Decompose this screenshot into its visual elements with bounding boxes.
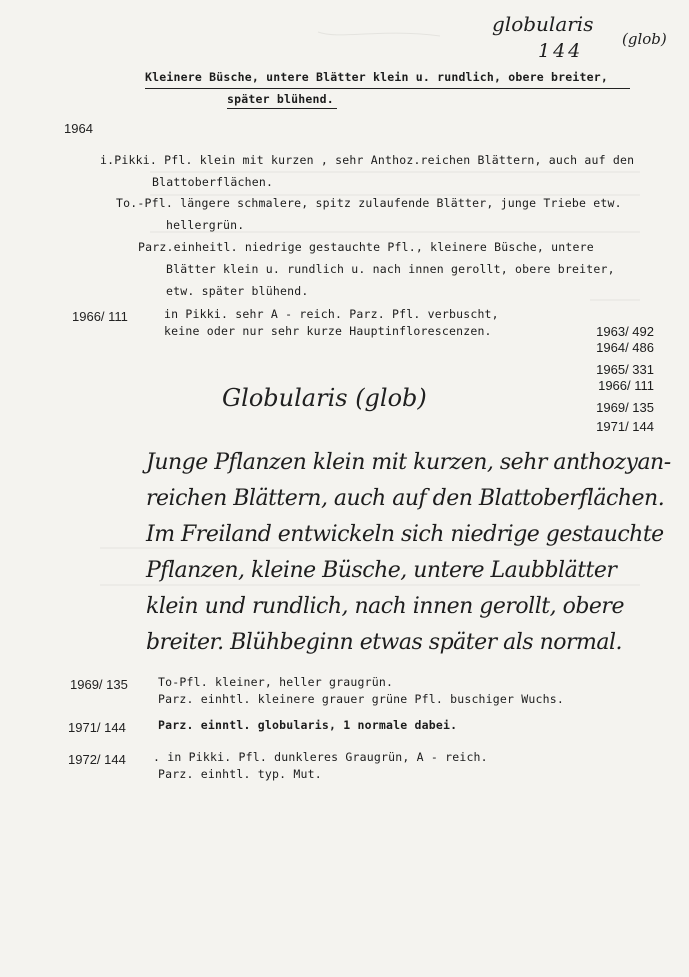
accession-item: 1969/ 135 bbox=[596, 400, 654, 415]
entry-1969-line-2: Parz. einhtl. kleinere grauer grüne Pfl. buschiger Wuchs. bbox=[158, 692, 565, 706]
heading-line-1: Kleinere Büsche, untere Blätter klein u. rundlich, obere breiter, bbox=[145, 70, 609, 84]
accession-item: 1965/ 331 bbox=[596, 362, 654, 377]
accession-item: 1971/ 144 bbox=[596, 419, 654, 434]
entry-1966-line-2: keine oder nur sehr kurze Hauptinflorescenzen. bbox=[164, 324, 492, 338]
accession-list bbox=[566, 323, 654, 436]
entry-1969-line-1: To-Pfl. kleiner, heller graugrün. bbox=[158, 675, 394, 689]
entry-1964-line-4: hellergrün. bbox=[166, 218, 245, 232]
entry-1964-line-5: Parz.einheitl. niedrige gestauchte Pfl., kleinere Büsche, untere bbox=[138, 240, 594, 254]
entry-1969-label: 1969/ 135 bbox=[70, 677, 128, 692]
heading-underline-2 bbox=[227, 108, 337, 109]
heading-line-2: später blühend. bbox=[227, 92, 334, 106]
species-hand-label: globularis bbox=[492, 12, 594, 36]
entry-1964-line-7: etw. später blühend. bbox=[166, 284, 309, 298]
species-hand-accession: 144 bbox=[538, 40, 584, 62]
entry-1964-line-3: To.-Pfl. längere schmalere, spitz zulaufende Blätter, junge Triebe etw. bbox=[116, 196, 622, 210]
heading-underline-1 bbox=[145, 88, 630, 89]
accession-item: 1963/ 492 bbox=[596, 324, 654, 339]
handwritten-line-5: klein und rundlich, nach innen gerollt, obere bbox=[146, 594, 624, 619]
species-hand-code: (glob) bbox=[622, 30, 667, 48]
year-1964: 1964 bbox=[64, 121, 93, 136]
entry-1971-line-1: Parz. einntl. globularis, 1 normale dabei. bbox=[158, 718, 458, 732]
handwritten-line-3: Im Freiland entwickeln sich niedrige gestauchte bbox=[146, 522, 664, 547]
handwritten-line-6: breiter. Blühbeginn etwas später als normal. bbox=[146, 630, 623, 655]
entry-1971-label: 1971/ 144 bbox=[68, 720, 126, 735]
accession-item: 1964/ 486 bbox=[596, 340, 654, 355]
handwritten-line-4: Pflanzen, kleine Büsche, untere Laubblätter bbox=[146, 558, 617, 583]
entry-1964-line-1: i.Pikki. Pfl. klein mit kurzen , sehr Anthoz.reichen Blättern, auch auf den bbox=[100, 153, 635, 167]
entry-1966-line-1: in Pikki. sehr A - reich. Parz. Pfl. verbuscht, bbox=[164, 307, 499, 321]
handwritten-heading: Globularis (glob) bbox=[222, 384, 427, 412]
entry-1964-line-2: Blattoberflächen. bbox=[152, 175, 274, 189]
entry-1972-label: 1972/ 144 bbox=[68, 752, 126, 767]
accession-item: 1966/ 111 bbox=[598, 378, 654, 393]
handwritten-line-1: Junge Pflanzen klein mit kurzen, sehr anthozyan- bbox=[146, 450, 671, 475]
entry-1972-line-1: . in Pikki. Pfl. dunkleres Graugrün, A - reich. bbox=[153, 750, 488, 764]
entry-1966-label: 1966/ 111 bbox=[72, 309, 128, 324]
entry-1972-line-2: Parz. einhtl. typ. Mut. bbox=[158, 767, 322, 781]
handwritten-line-2: reichen Blättern, auch auf den Blattoberflächen. bbox=[146, 486, 665, 511]
entry-1964-line-6: Blätter klein u. rundlich u. nach innen gerollt, obere breiter, bbox=[166, 262, 615, 276]
